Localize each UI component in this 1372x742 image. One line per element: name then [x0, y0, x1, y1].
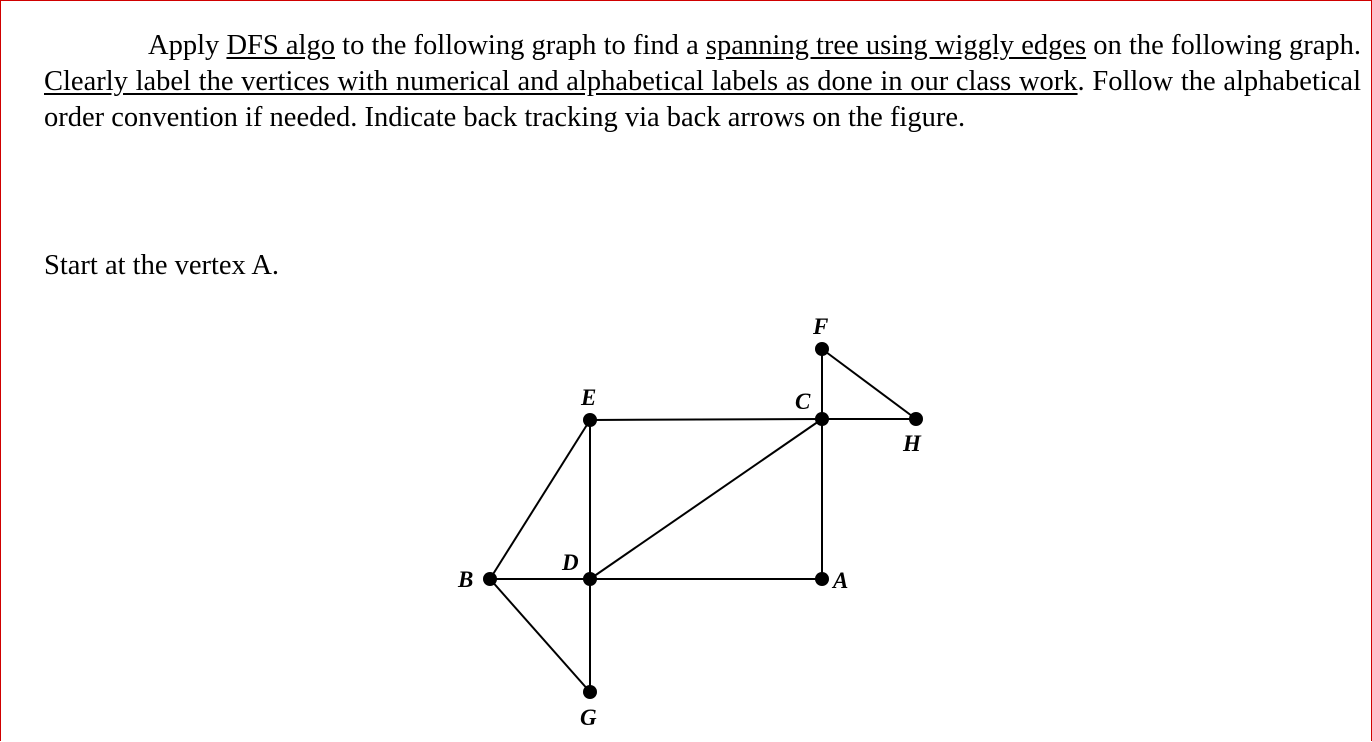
- vertex-f: [815, 342, 829, 356]
- underlined-spanning-tree: spanning tree using wiggly edges: [705, 30, 1087, 61]
- vertex-label-f: F: [813, 314, 829, 339]
- edge-f-h: [822, 349, 916, 419]
- vertex-a: [815, 572, 829, 586]
- text-part: to the following graph to find a: [334, 30, 706, 61]
- vertex-b: [483, 572, 497, 586]
- vertex-label-g: G: [580, 705, 597, 730]
- vertex-label-h: H: [903, 431, 921, 456]
- graph-edges: [490, 349, 916, 692]
- underlined-label-instruction: Clearly label the vertices with numerical and alphabetical labels as done in our class work: [44, 66, 1078, 97]
- vertex-g: [583, 685, 597, 699]
- text-part: . Follow the alphabetical order convention if needed. Indicate back tracking via back arrows on the figure.: [44, 66, 1361, 133]
- vertex-label-d: D: [562, 550, 579, 575]
- underlined-dfs-algo: DFS algo: [226, 30, 335, 61]
- vertex-label-c: C: [795, 389, 811, 414]
- text-part: on the following graph.: [1086, 30, 1361, 61]
- edge-e-c: [590, 419, 822, 420]
- edge-c-d: [590, 419, 822, 579]
- vertex-label-e: E: [581, 385, 597, 410]
- vertex-label-b: B: [458, 567, 474, 592]
- vertex-label-a: A: [833, 568, 849, 593]
- vertex-h: [909, 412, 923, 426]
- vertex-e: [583, 413, 597, 427]
- vertex-d: [583, 572, 597, 586]
- edge-b-g: [490, 579, 590, 692]
- start-instruction: Start at the vertex A.: [44, 250, 280, 281]
- text-part: Apply: [148, 30, 227, 61]
- vertex-c: [815, 412, 829, 426]
